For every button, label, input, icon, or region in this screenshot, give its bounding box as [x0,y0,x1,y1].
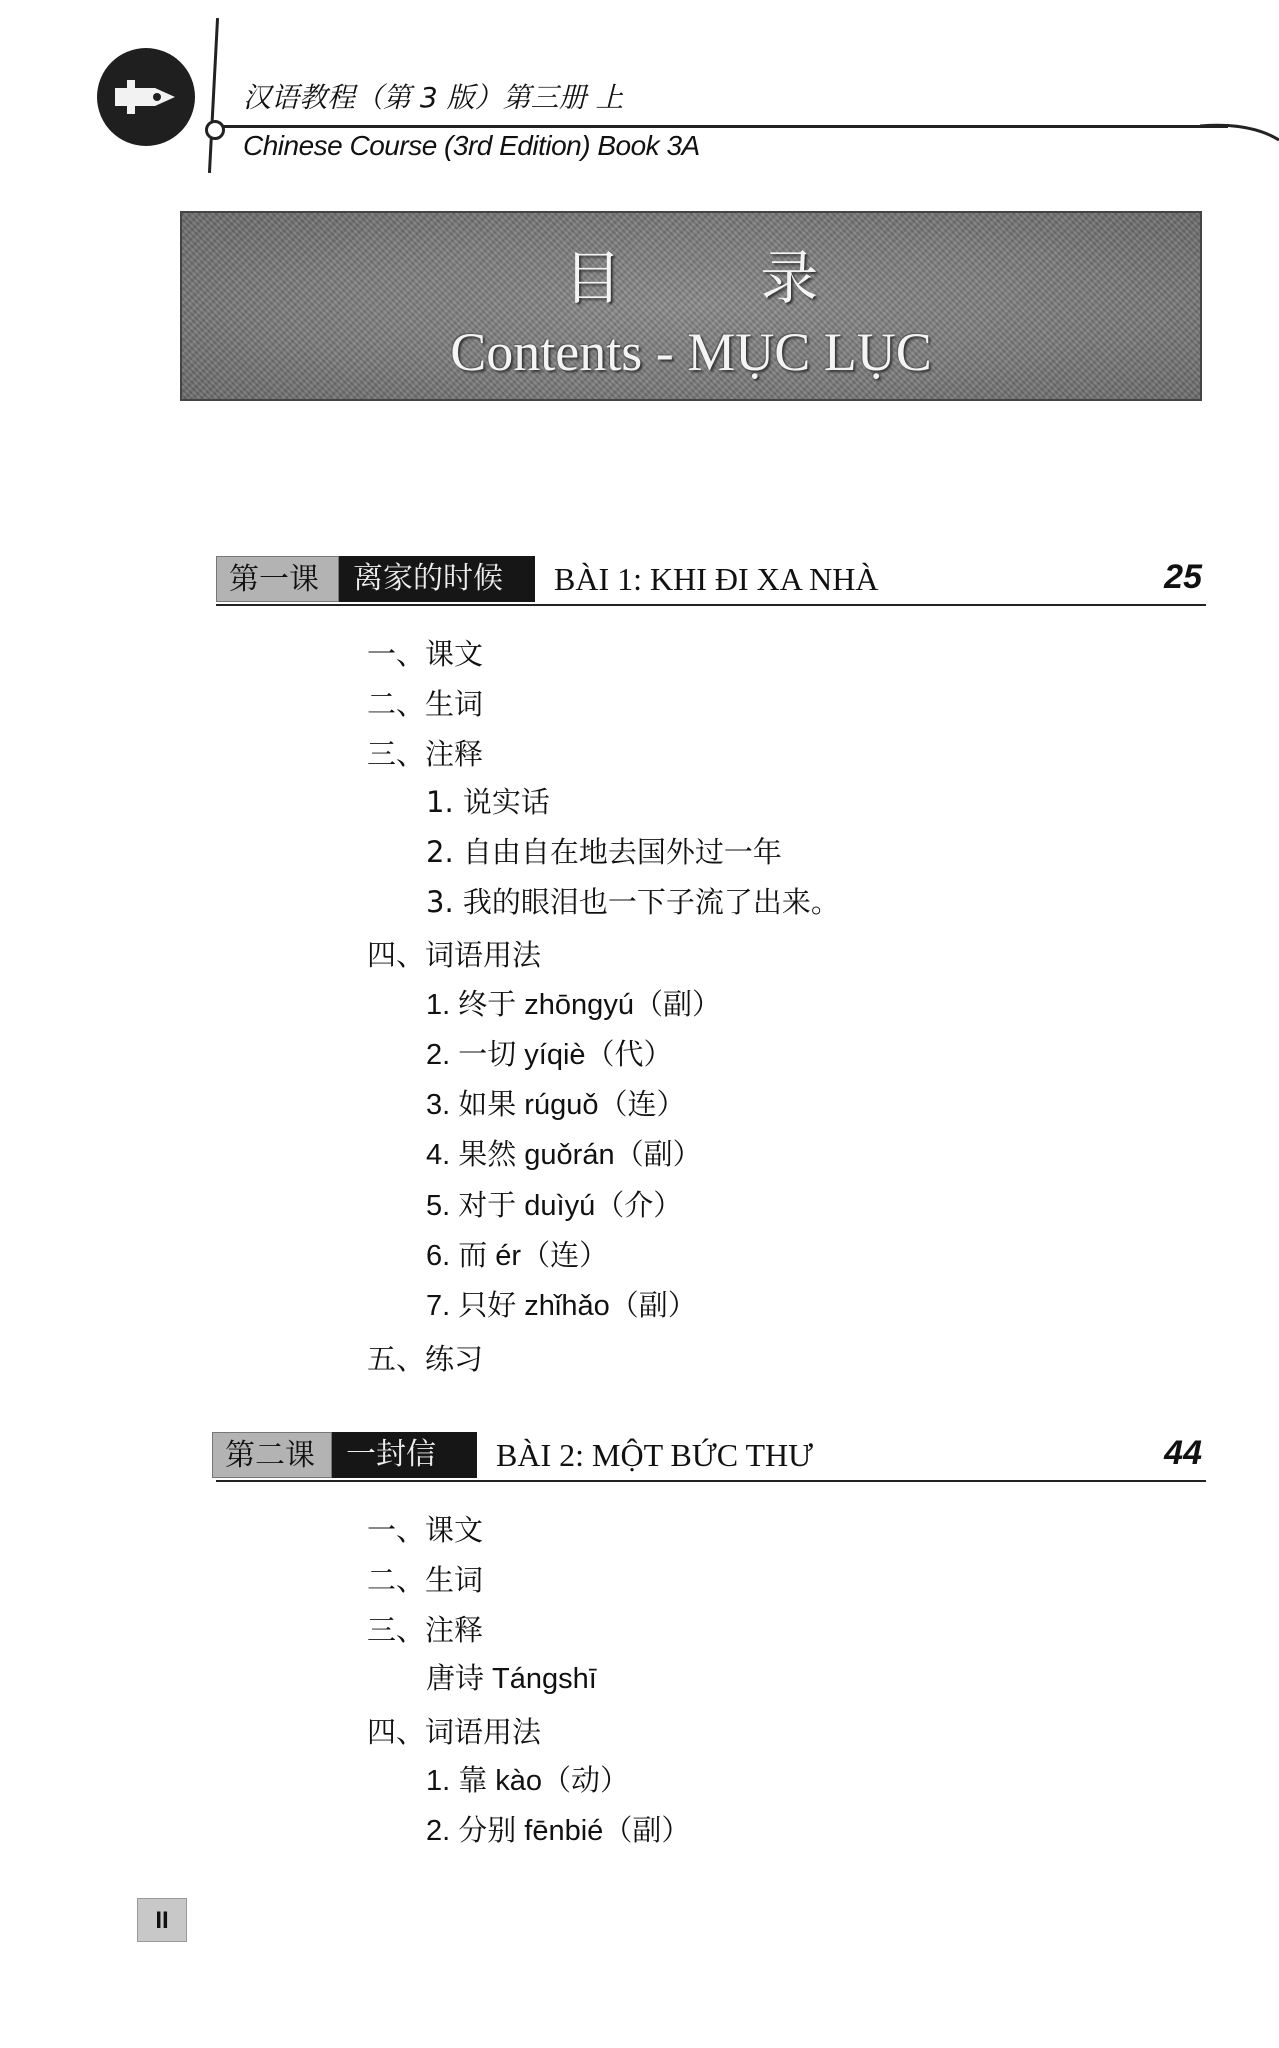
toc-subitem[interactable]: 2. 一切 yíqiè（代） [426,1039,673,1071]
lesson-name-chinese: 离家的时候 [339,556,535,602]
toc-section[interactable]: 四、词语用法 [367,1715,542,1749]
lesson-number-tag: 第一课 [216,556,339,602]
header-rule-dot [205,120,225,140]
toc-subitem[interactable]: 1. 靠 kào（动） [426,1765,630,1797]
lesson-page-number: 44 [1164,1434,1202,1472]
toc-subitem[interactable]: 5. 对于 duìyú（介） [426,1190,683,1222]
toc-subitem[interactable]: 1. 说实话 [426,785,550,819]
toc-section[interactable]: 四、词语用法 [367,938,542,972]
toc-subitem[interactable]: 1. 终于 zhōngyú（副） [426,989,721,1021]
lesson-title-vietnamese: BÀI 1: KHI ĐI XA NHÀ [554,561,879,597]
toc-subitem[interactable]: 3. 如果 rúguǒ（连） [426,1089,686,1121]
toc-section[interactable]: 三、注释 [367,737,484,771]
lesson-1-heading[interactable] [216,556,1206,606]
toc-section[interactable]: 二、生词 [367,687,484,721]
contents-title-english: Contents - MỤC LỤC [450,322,932,382]
lesson-page-number: 25 [1164,558,1202,596]
header-vertical-rule [208,18,219,173]
lesson-number-tag: 第二课 [212,1432,332,1478]
book-title-chinese: 汉语教程（第 3 版）第三册 上 [243,81,624,114]
lesson-2-heading[interactable] [216,1432,1206,1482]
pen-nib-logo [97,48,195,146]
lesson-title-vietnamese: BÀI 2: MỘT BỨC THƯ [496,1437,813,1473]
book-title-english: Chinese Course (3rd Edition) Book 3A [243,130,700,161]
toc-subitem[interactable]: 2. 自由自在地去国外过一年 [426,835,782,869]
page-number: II [137,1898,187,1942]
toc-section[interactable]: 二、生词 [367,1563,484,1597]
lesson-heading-rule [216,604,1206,606]
toc-subitem[interactable]: 7. 只好 zhǐhǎo（副） [426,1290,697,1322]
toc-section[interactable]: 三、注释 [367,1613,484,1647]
lesson-name-chinese: 一封信 [332,1432,477,1478]
toc-subitem[interactable]: 6. 而 ér（连） [426,1240,609,1272]
header-rule-curve [1200,118,1279,148]
header-rule [218,125,1228,128]
toc-subitem[interactable]: 2. 分别 fēnbié（副） [426,1815,691,1847]
lesson-heading-rule [216,1480,1206,1482]
toc-subitem[interactable]: 4. 果然 guǒrán（副） [426,1139,702,1171]
toc-subitem[interactable]: 3. 我的眼泪也一下子流了出来。 [426,885,840,919]
contents-banner [180,211,1202,401]
toc-subitem[interactable]: 唐诗 Tángshī [426,1663,597,1695]
toc-section[interactable]: 一、课文 [367,637,484,671]
contents-title-chinese: 目 录 [563,244,879,312]
toc-section[interactable]: 一、课文 [367,1513,484,1547]
toc-section[interactable]: 五、练习 [367,1342,484,1376]
